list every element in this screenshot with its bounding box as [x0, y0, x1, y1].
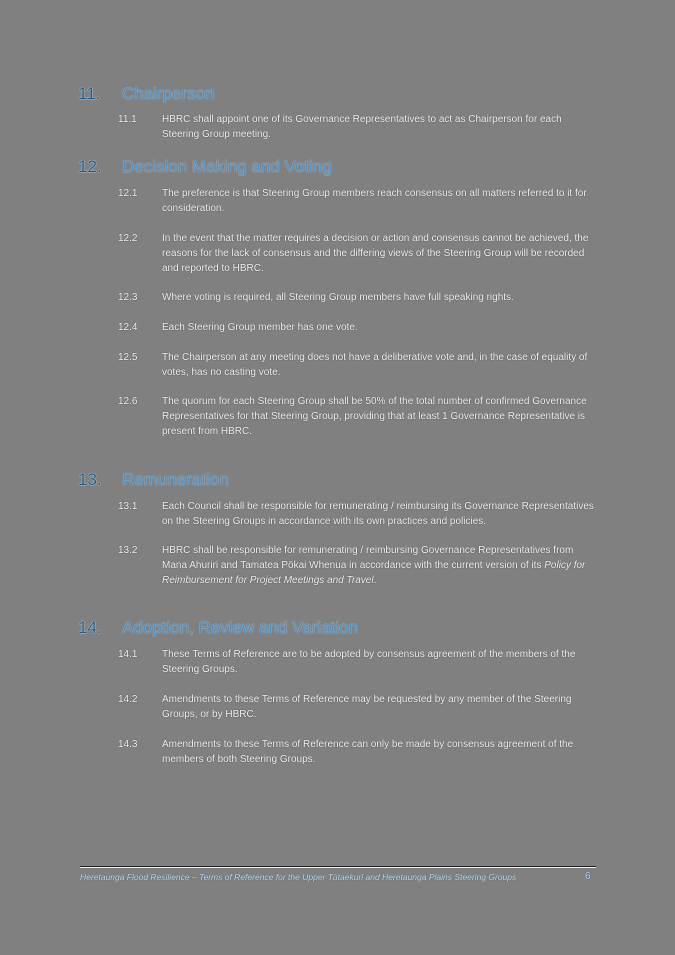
clause-12-6 [118, 394, 598, 439]
clause-11-1 [118, 112, 598, 142]
section-chairperson [78, 84, 598, 142]
clause-text: These Terms of Reference are to be adopted by consensus agreement of the members of the Steering Groups. [162, 649, 576, 675]
section-remuneration [78, 470, 598, 588]
clause-text: Amendments to these Terms of Reference can only be made by consensus agreement of the members of both Steering Groups. [162, 739, 574, 765]
clause-14-2 [118, 692, 598, 722]
clause-number: 12.4 [118, 322, 138, 333]
clause-text: In the event that the matter requires a decision or action and consensus cannot be achieved, the reasons for the lack of consensus and the differing views of the Steering Group will be recorded and reported to HBRC. [162, 233, 589, 274]
section-title: Chairperson [122, 84, 215, 103]
section-heading [78, 470, 598, 494]
section-number: 11. [78, 84, 101, 103]
clause-13-2 [118, 543, 598, 588]
section-title: Decision Making and Voting [122, 157, 332, 176]
section-number: 14. [78, 618, 102, 637]
clause-text-body: HBRC shall be responsible for remunerating / reimbursing Governance Representatives from Mana Ahuriri and Tamatea Pōkai Whenua in accordance with the current version of its [162, 545, 574, 571]
clause-12-2 [118, 231, 598, 276]
clause-number: 14.1 [118, 649, 138, 660]
clause-text: Where voting is required, all Steering Group members have full speaking rights. [162, 292, 514, 303]
clause-number: 12.1 [118, 188, 138, 199]
section-number: 13. [78, 470, 102, 489]
clause-13-1 [118, 499, 598, 529]
clause-number: 12.5 [118, 352, 138, 363]
clause-number: 13.1 [118, 501, 138, 512]
section-title: Remuneration [122, 470, 229, 489]
footer-divider [80, 866, 596, 868]
section-heading [78, 84, 598, 108]
clause-text: The preference is that Steering Group members reach consensus on all matters referred to it for consideration. [162, 188, 587, 214]
section-title: Adoption, Review and Variation [122, 618, 358, 637]
clause-number: 13.2 [118, 545, 138, 556]
section-number: 12. [78, 157, 102, 176]
clause-number: 12.2 [118, 233, 138, 244]
clause-text: Amendments to these Terms of Reference may be requested by any member of the Steering Groups, or by HBRC. [162, 694, 572, 720]
clause-text: HBRC shall appoint one of its Governance Representatives to act as Chairperson for each Steering Group meeting. [162, 114, 562, 140]
clause-12-5 [118, 350, 598, 380]
clause-text: The Chairperson at any meeting does not have a deliberative vote and, in the case of equality of votes, has no casting vote. [162, 352, 588, 378]
clause-14-1 [118, 647, 598, 677]
clause-text-suffix: . [373, 575, 377, 586]
clause-text: Each Council shall be responsible for remunerating / reimbursing its Governance Representatives on the Steering Groups in accordance with its own practices and policies. [162, 501, 594, 527]
clause-number: 11.1 [118, 114, 137, 125]
clause-12-1 [118, 186, 598, 216]
policy-title: Policy for Reimbursement for Project Meetings and Travel [162, 560, 586, 586]
section-adoption-review [78, 618, 598, 767]
clause-text: The quorum for each Steering Group shall be 50% of the total number of confirmed Governance Representatives for that Steering Group, providing that at least 1 Governance Representative is present from HBRC. [162, 396, 587, 437]
clause-12-3 [118, 290, 598, 305]
clause-text [162, 543, 598, 588]
clause-14-3 [118, 737, 598, 767]
section-decision-making [78, 157, 598, 439]
section-heading [78, 618, 598, 642]
footer-document-title: Heretaunga Flood Resilience – Terms of Reference for the Upper Tūtaekurī and Heretaunga Plains Steering Groups [80, 872, 517, 882]
clause-number: 12.6 [118, 396, 138, 407]
clause-number: 14.2 [118, 694, 138, 705]
clause-number: 12.3 [118, 292, 138, 303]
clause-text: Each Steering Group member has one vote. [162, 322, 358, 333]
section-heading [78, 157, 598, 181]
page-number: 6 [585, 871, 591, 882]
clause-12-4 [118, 320, 598, 335]
clause-number: 14.3 [118, 739, 138, 750]
